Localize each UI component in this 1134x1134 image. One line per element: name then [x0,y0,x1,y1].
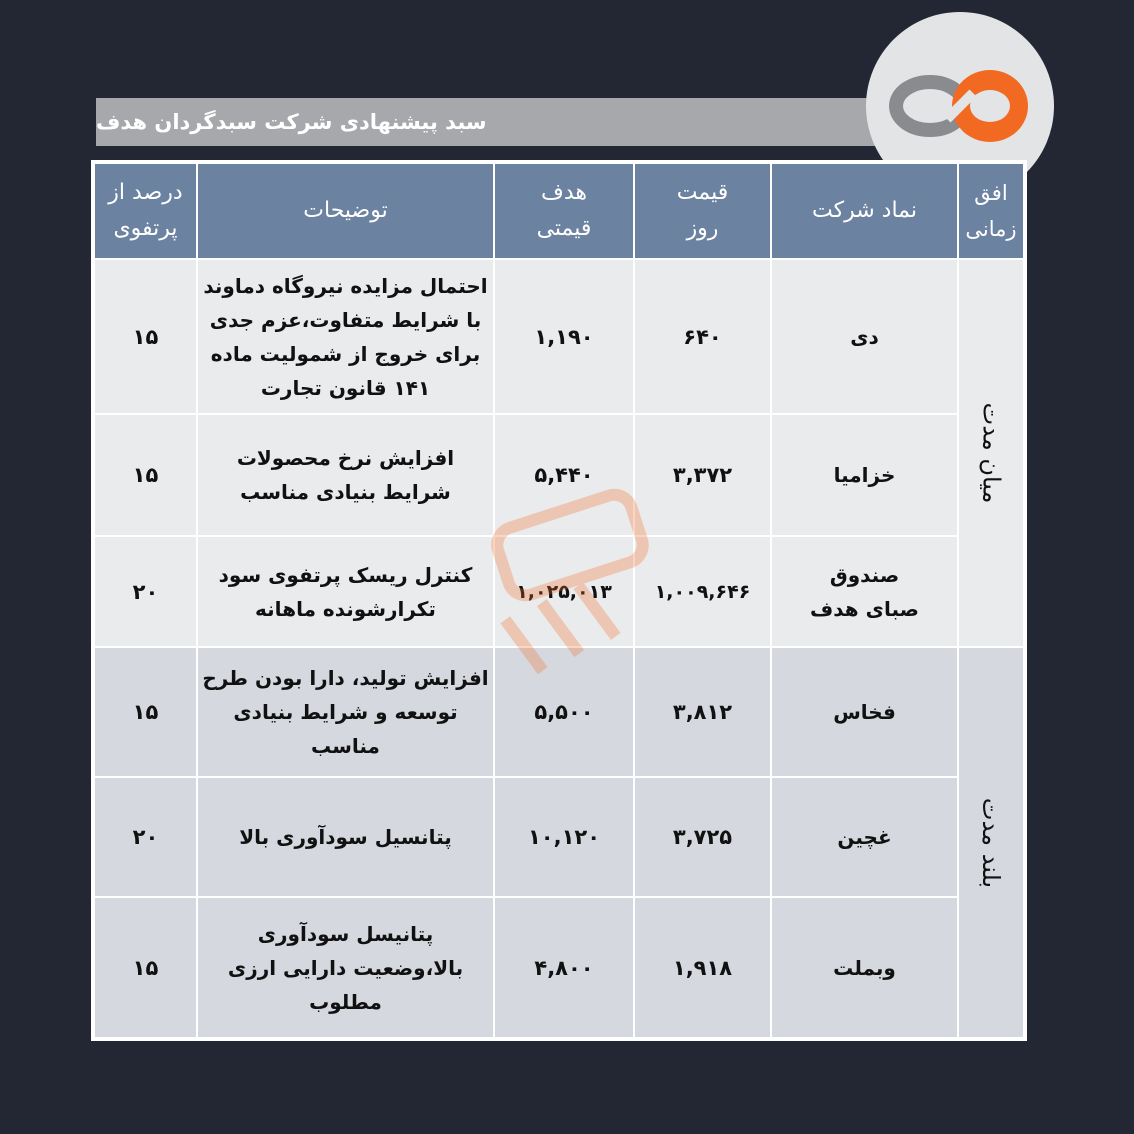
table-row-price: ۳,۷۲۵ [635,778,770,896]
table-row-target: ۵,۵۰۰ [495,648,633,776]
header-price: قیمت روز [635,164,770,258]
table-row-symbol: صندوق صبای هدف [772,537,957,646]
table-row-target: ۴,۸۰۰ [495,898,633,1037]
table-row-price: ۱,۹۱۸ [635,898,770,1037]
table-row-symbol: وبملت [772,898,957,1037]
table-row-weight: ۲۰ [95,778,196,896]
portfolio-table [91,160,1027,1041]
table-row-weight: ۱۵ [95,260,196,413]
table-row-description: پتانسیل سودآوری بالا [198,778,493,896]
table-row-symbol: دی [772,260,957,413]
table-title: سبد پیشنهادی شرکت سبدگردان هدف [96,98,886,146]
infinity-logo-icon [885,61,1035,151]
table-row-description: افزایش تولید، دارا بودن طرح توسعه و شرایط بنیادی مناسب [198,648,493,776]
group-long-term: بلند مدت [959,648,1023,1037]
table-row-symbol: خزامیا [772,415,957,535]
table-row-price: ۳,۸۱۲ [635,648,770,776]
table-row-description: کنترل ریسک پرتفوی سود تکرارشونده ماهانه [198,537,493,646]
header-target: هدف قیمتی [495,164,633,258]
table-row-target: ۱۰,۱۲۰ [495,778,633,896]
table-row-weight: ۲۰ [95,537,196,646]
group-mid-term: میان مدت [959,260,1023,646]
table-row-target: ۱,۱۹۰ [495,260,633,413]
table-row-price: ۶۴۰ [635,260,770,413]
header-weight: درصد از پرتفوی [95,164,196,258]
table-row-description: افزایش نرخ محصولات شرایط بنیادی مناسب [198,415,493,535]
table-row-symbol: غچین [772,778,957,896]
table-row-price: ۳,۳۷۲ [635,415,770,535]
table-row-symbol: فخاس [772,648,957,776]
header-symbol: نماد شرکت [772,164,957,258]
table-row-target: ۵,۴۴۰ [495,415,633,535]
table-row-target: ۱,۰۲۵,۰۱۳ [495,537,633,646]
table-row-price: ۱,۰۰۹,۶۴۶ [635,537,770,646]
table-row-weight: ۱۵ [95,415,196,535]
table-row-description: پتانیسل سودآوری بالا،وضعیت دارایی ارزی مطلوب [198,898,493,1037]
table-row-weight: ۱۵ [95,648,196,776]
table-row-description: احتمال مزایده نیروگاه دماوند با شرایط متفاوت،عزم جدی برای خروج از شمولیت ماده ۱۴۱ قانون تجارت [198,260,493,413]
header-horizon: افق زمانی [959,164,1023,258]
table-row-weight: ۱۵ [95,898,196,1037]
header-description: توضیحات [198,164,493,258]
